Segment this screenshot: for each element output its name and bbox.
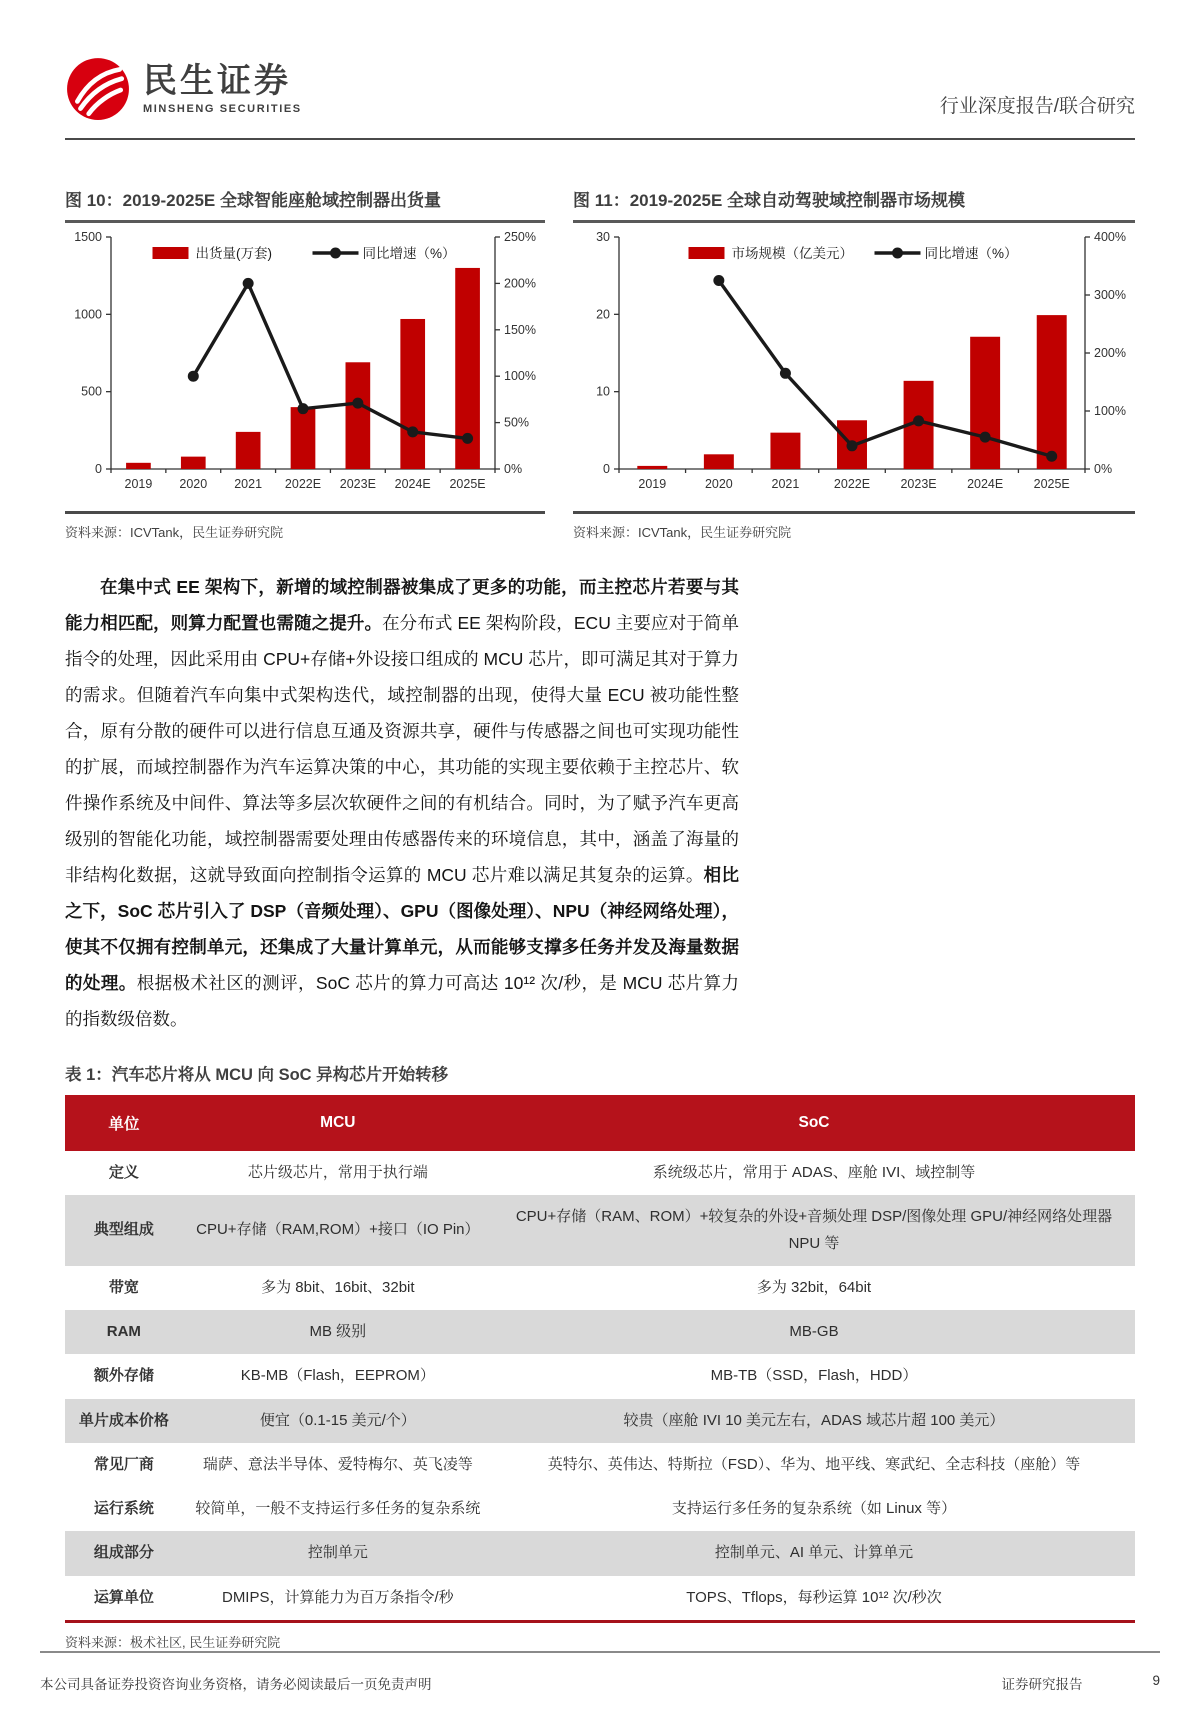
svg-text:400%: 400% (1094, 230, 1126, 244)
table-block (65, 1061, 1135, 1651)
table-header-soc: SoC (493, 1095, 1135, 1151)
table-row (65, 1443, 1135, 1487)
line-point (462, 433, 473, 444)
bar (1037, 315, 1067, 469)
legend-bar-swatch-icon (153, 247, 189, 259)
table-cell: CPU+存储（RAM,ROM）+接口（IO Pin） (196, 1221, 480, 1239)
footer-disclaimer: 本公司具备证券投资咨询业务资格，请务必阅读最后一页免责声明 (40, 1676, 432, 1692)
row-label: RAM (106, 1323, 141, 1340)
svg-text:20: 20 (596, 307, 610, 322)
table-cell: 多为 32bit，64bit (756, 1278, 872, 1296)
svg-text:200%: 200% (504, 276, 536, 291)
svg-text:2025E: 2025E (449, 477, 486, 491)
table-row (65, 1487, 1135, 1531)
figure-11-chart (573, 229, 1135, 501)
bar (637, 466, 667, 469)
svg-text:2024E: 2024E (394, 477, 431, 491)
svg-text:2019: 2019 (124, 477, 153, 491)
table-row (65, 1310, 1135, 1354)
table-cell: TOPS、Tflops，每秒运算 10¹² 次/秒次 (686, 1588, 942, 1606)
svg-text:250%: 250% (504, 230, 536, 244)
figures-row (65, 186, 1135, 541)
svg-text:50%: 50% (504, 415, 530, 430)
line-point (913, 415, 924, 426)
bar (181, 457, 206, 469)
paragraph-bold-lead: 在集中式 EE 架构下，新增的域控制器被集成了更多的功能，而主控芯片若要与其能力相匹配，则算力配置也需随之提升。 (65, 577, 739, 633)
line-point (980, 432, 991, 443)
row-label: 额外存储 (93, 1367, 154, 1385)
bar (291, 407, 316, 469)
body-paragraph (65, 569, 739, 1037)
bar (126, 463, 151, 469)
line-point (407, 426, 418, 437)
svg-text:100%: 100% (1094, 404, 1126, 418)
row-label: 运算单位 (93, 1588, 154, 1606)
bar (236, 432, 261, 469)
svg-text:2020: 2020 (704, 477, 733, 491)
table-row (65, 1354, 1135, 1398)
table-cell: MB-GB (789, 1323, 839, 1340)
svg-text:0%: 0% (504, 462, 523, 476)
table-row (65, 1531, 1135, 1575)
minsheng-logo-icon (65, 56, 131, 122)
svg-text:30: 30 (596, 230, 610, 244)
svg-text:2025E: 2025E (1033, 477, 1070, 491)
table-header-row (65, 1095, 1135, 1151)
table-row (65, 1266, 1135, 1310)
footer-report-label: 证券研究报告 (1001, 1676, 1083, 1692)
page-footer (0, 1651, 1200, 1727)
brand-subtitle: MINSHENG SECURITIES (143, 103, 302, 116)
svg-text:0%: 0% (1094, 462, 1113, 476)
table-cell: 便宜（0.1-15 美元/个） (259, 1411, 416, 1429)
row-label: 定义 (108, 1164, 139, 1181)
paragraph-text-1: 在分布式 EE 架构阶段，ECU 主要应对于简单指令的处理，因此采用由 CPU+存储+外设接口组成的 MCU 芯片，即可满足其对于算力的需求。但随着汽车向集中式架构迭代，域控制器的出现，使得大量 ECU 被功能性整合，原有分散的硬件可以进行信息互通及资源共享，硬件与传感器之间也可实现功能性的扩展，而域控制器作为汽车运算决策的中心，其功能的实现主要依赖于主控芯片、软件操作系统及中间件、算法等多层次软硬件之间的有机结合。同时，为了赋予汽车更高级别的智能化功能，域控制器需要处理由传感器传来的环境信息，其中，涵盖了海量的非结构化数据，这就导致面向控制指令运算的 MCU 芯片难以满足其复杂的运算。 (65, 613, 739, 885)
table-row (65, 1399, 1135, 1443)
svg-text:出货量(万套): 出货量(万套) (195, 246, 272, 261)
table-cell: 系统级芯片，常用于 ADAS、座舱 IVI、域控制等 (652, 1164, 976, 1181)
svg-text:同比增速（%）: 同比增速（%） (924, 246, 1018, 261)
svg-text:2023E: 2023E (900, 477, 937, 491)
chart-legend (153, 245, 456, 261)
paragraph-bold-2: 相比之下，SoC 芯片引入了 DSP（音频处理）、GPU（图像处理）、NPU（神经网络处理），使其不仅拥有控制单元，还集成了大量计算单元，从而能够支撑多任务并发及海量数据的处理。 (65, 865, 740, 993)
brand-name: 民生证券 (143, 61, 291, 100)
bar (400, 319, 425, 469)
svg-text:300%: 300% (1094, 288, 1126, 302)
row-label: 组成部分 (93, 1544, 154, 1562)
bar (704, 454, 734, 469)
svg-text:150%: 150% (504, 322, 536, 337)
legend-bar-swatch-icon (689, 247, 725, 259)
line-point (780, 368, 791, 379)
bar (770, 433, 800, 469)
table-cell: CPU+存储（RAM、ROM）+较复杂的外设+音频处理 DSP/图像处理 GPU/神经网络处理器 NPU 等 (515, 1208, 1113, 1252)
svg-text:2019: 2019 (638, 477, 667, 491)
table-cell: 多为 8bit、16bit、32bit (261, 1278, 415, 1296)
line-point (188, 371, 199, 382)
table-header-mcu: MCU (183, 1095, 493, 1151)
table-row (65, 1151, 1135, 1195)
figure-10-chart (65, 229, 545, 501)
table-title: 表 1：汽车芯片将从 MCU 向 SoC 异构芯片开始转移 (65, 1066, 449, 1084)
chip-comparison-table (65, 1095, 1135, 1623)
line-point (243, 278, 254, 289)
table-cell: DMIPS，计算能力为百万条指令/秒 (221, 1588, 454, 1606)
svg-text:2024E: 2024E (967, 477, 1004, 491)
svg-text:2022E: 2022E (833, 477, 871, 491)
line-point (847, 440, 858, 451)
table-cell: 英特尔、英伟达、特斯拉（FSD）、华为、地平线、寒武纪、全志科技（座舱）等 (547, 1455, 1081, 1473)
table-row (65, 1195, 1135, 1266)
page-header (0, 56, 1200, 140)
figure-10 (65, 186, 545, 541)
svg-text:同比增速（%）: 同比增速（%） (362, 246, 456, 261)
figure-11-title: 图 11：2019-2025E 全球自动驾驶域控制器市场规模 (573, 186, 1135, 223)
paragraph-text-2: 根据极术社区的测评，SoC 芯片的算力可高达 10¹² 次/秒，是 MCU 芯片算力的指数级倍数。 (65, 973, 740, 1029)
line-point (1046, 451, 1057, 462)
growth-line (719, 281, 1052, 457)
svg-text:2022E: 2022E (284, 477, 322, 491)
bar (346, 362, 371, 469)
row-label: 典型组成 (93, 1221, 154, 1239)
svg-text:1000: 1000 (74, 307, 102, 322)
brand (65, 56, 302, 122)
table-cell: 控制单元 (307, 1544, 368, 1562)
figure-10-source: 资料来源：ICVTank，民生证券研究院 (65, 511, 545, 541)
svg-text:2021: 2021 (234, 477, 263, 491)
table-header-unit: 单位 (65, 1095, 183, 1151)
svg-text:0: 0 (603, 462, 610, 476)
line-point (352, 398, 363, 409)
row-label: 运行系统 (93, 1500, 154, 1517)
svg-text:200%: 200% (1094, 346, 1126, 360)
table-cell: MB 级别 (309, 1323, 367, 1340)
table-row (65, 1576, 1135, 1622)
report-type-label: 行业深度报告/联合研究 (939, 96, 1135, 117)
table-source: 资料来源：极术社区, 民生证券研究院 (65, 1634, 281, 1650)
svg-text:2021: 2021 (771, 477, 800, 491)
line-point (713, 275, 724, 286)
table-cell: 支持运行多任务的复杂系统（如 Linux 等） (671, 1500, 957, 1517)
bar (970, 337, 1000, 469)
row-label: 单片成本价格 (78, 1411, 169, 1429)
svg-text:2020: 2020 (179, 477, 208, 491)
svg-text:2023E: 2023E (339, 477, 376, 491)
svg-text:100%: 100% (504, 369, 536, 384)
figure-11 (573, 186, 1135, 541)
figure-10-title: 图 10：2019-2025E 全球智能座舱域控制器出货量 (65, 186, 545, 223)
svg-text:0: 0 (95, 462, 102, 476)
row-label: 常见厂商 (93, 1455, 154, 1473)
table-cell: 瑞萨、意法半导体、爱特梅尔、英飞凌等 (202, 1455, 473, 1473)
growth-line (193, 283, 467, 438)
table-cell: 较贵（座舱 IVI 10 美元左右，ADAS 域芯片超 100 美元） (623, 1411, 1005, 1429)
table-cell: 控制单元、AI 单元、计算单元 (714, 1544, 914, 1562)
line-point (298, 403, 309, 414)
svg-text:市场规模（亿美元）: 市场规模（亿美元） (731, 246, 853, 261)
table-cell: KB-MB（Flash，EEPROM） (240, 1367, 435, 1385)
page-number: 9 (1152, 1672, 1160, 1688)
chart-legend (689, 245, 1018, 261)
svg-text:500: 500 (81, 384, 102, 399)
row-label: 带宽 (108, 1278, 139, 1296)
table-cell: 芯片级芯片，常用于执行端 (247, 1164, 428, 1181)
table-cell: MB-TB（SSD，Flash，HDD） (710, 1367, 918, 1385)
figure-11-source: 资料来源：ICVTank，民生证券研究院 (573, 511, 1135, 541)
table-cell: 较简单，一般不支持运行多任务的复杂系统 (195, 1500, 481, 1517)
svg-text:1500: 1500 (74, 230, 102, 244)
svg-text:10: 10 (596, 384, 610, 399)
